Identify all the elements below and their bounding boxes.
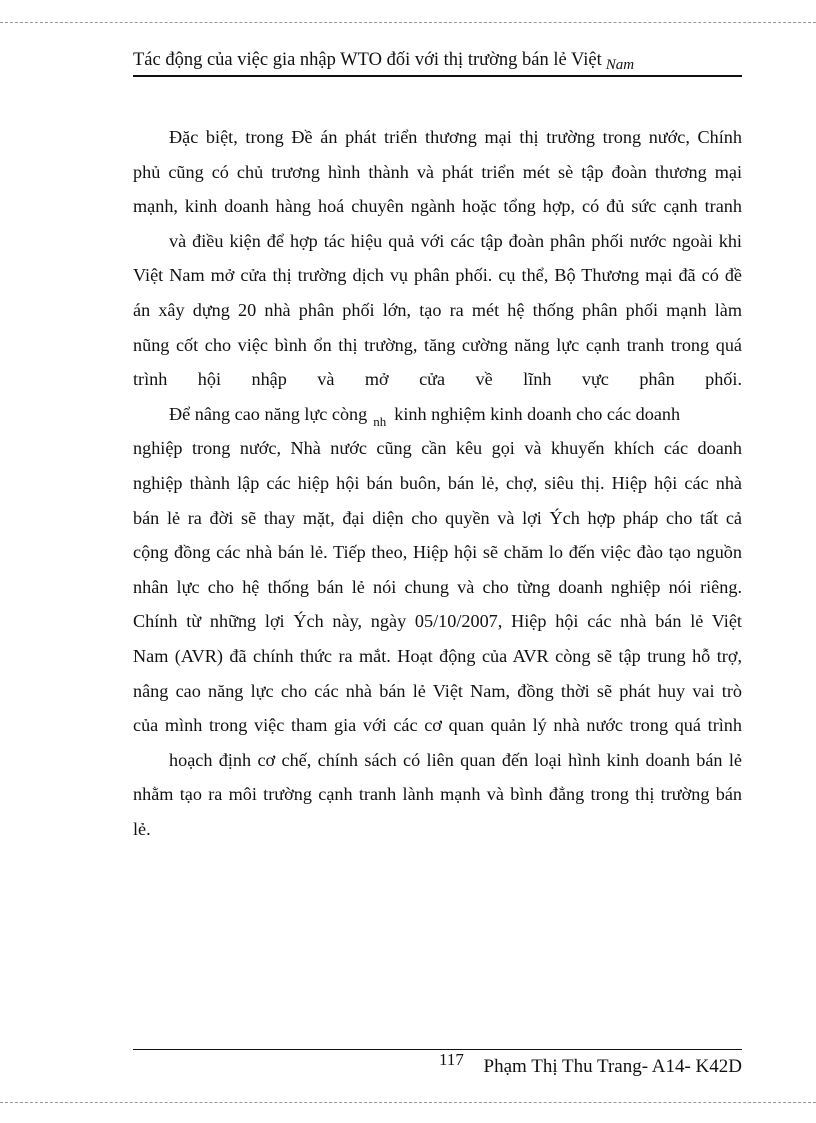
paragraph-line: bán lẻ ra đời sẽ thay mặt, đại diện cho quyền và lợi Ých hợp pháp cho tất cả	[133, 507, 742, 528]
running-header	[133, 50, 742, 76]
paragraph-line	[133, 397, 742, 432]
paragraph-line: lẻ.	[133, 818, 151, 839]
paragraph-line: cộng đồng các nhà bán lẻ. Tiếp theo, Hiệp hội sẽ chăm lo đến việc đào tạo nguồn	[133, 542, 742, 563]
paragraph-line: phủ cũng có chủ trương hình thành và phát triển mét sè tập đoàn thương mại	[133, 161, 742, 182]
paragraph-line: án xây dựng 20 nhà phân phối lớn, tạo ra mét hệ thống phân phối mạnh làm	[133, 299, 742, 320]
header-rule	[133, 75, 742, 77]
paragraph-line: Đặc biệt, trong Đề án phát triển thương mại thị trường trong nước, Chính	[169, 127, 742, 147]
header-title-text: Tác động của việc gia nhập WTO đối với thị trường bán lẻ Việt	[133, 50, 602, 70]
paragraph-line-part: kinh nghiệm kinh doanh cho các doanh	[394, 403, 681, 424]
paragraph-line: nũng cốt cho việc bình ổn thị trường, tăng cường năng lực cạnh tranh trong quá	[133, 334, 742, 355]
paragraph-line-subscript: nh	[373, 413, 387, 429]
footer-rule	[133, 1049, 742, 1050]
paragraph-line: mạnh, kinh doanh hàng hoá chuyên ngành hoặc tổng hợp, có đủ sức cạnh tranh	[133, 196, 742, 217]
paragraph-line: và điều kiện để hợp tác hiệu quả với các tập đoàn phân phối nước ngoài khi	[169, 230, 742, 251]
paragraph-line-part: Để nâng cao năng lực còng	[169, 403, 368, 424]
paragraph-line: Nam (AVR) đã chính thức ra mắt. Hoạt động của AVR còng sẽ tập trung hỗ trợ,	[133, 645, 742, 666]
running-footer	[133, 1050, 742, 1084]
paragraph-line: trình hội nhập và mở cửa về lĩnh vực phân phối.	[133, 369, 742, 390]
footer-author: Phạm Thị Thu Trang- A14- K42D	[483, 1056, 742, 1077]
paragraph-line: hoạch định cơ chế, chính sách có liên quan đến loại hình kinh doanh bán lẻ	[169, 749, 742, 770]
paragraph-line: Việt Nam mở cửa thị trường dịch vụ phân phối. cụ thể, Bộ Thương mại đã có đề	[133, 265, 742, 286]
paragraph-line: của mình trong việc tham gia với các cơ quan quản lý nhà nước trong quá trình	[133, 715, 742, 736]
page-border-top	[0, 0, 816, 23]
body-text	[133, 120, 742, 846]
page-number: 117	[439, 1050, 464, 1069]
paragraph-line: nghiệp trong nước, Nhà nước cũng cần kêu gọi và khuyến khích các doanh	[133, 438, 742, 459]
paragraph-line: nâng cao năng lực cho các nhà bán lẻ Việt Nam, đồng thời sẽ phát huy vai trò	[133, 680, 742, 701]
paragraph-line: nghiệp thành lập các hiệp hội bán buôn, bán lẻ, chợ, siêu thị. Hiệp hội các nhà	[133, 472, 742, 493]
header-title-script: Nam	[605, 57, 635, 73]
paragraph-line: nhằm tạo ra môi trường cạnh tranh lành mạnh và bình đẳng trong thị trường bán	[133, 784, 742, 805]
paragraph-line: Chính từ những lợi Ých này, ngày 05/10/2007, Hiệp hội các nhà bán lẻ Việt	[133, 611, 742, 632]
page-border-bottom	[0, 1102, 816, 1123]
paragraph-line: nhân lực cho hệ thống bán lẻ nói chung và cho từng doanh nghiệp nói riêng.	[133, 576, 742, 597]
header-title	[133, 50, 634, 71]
